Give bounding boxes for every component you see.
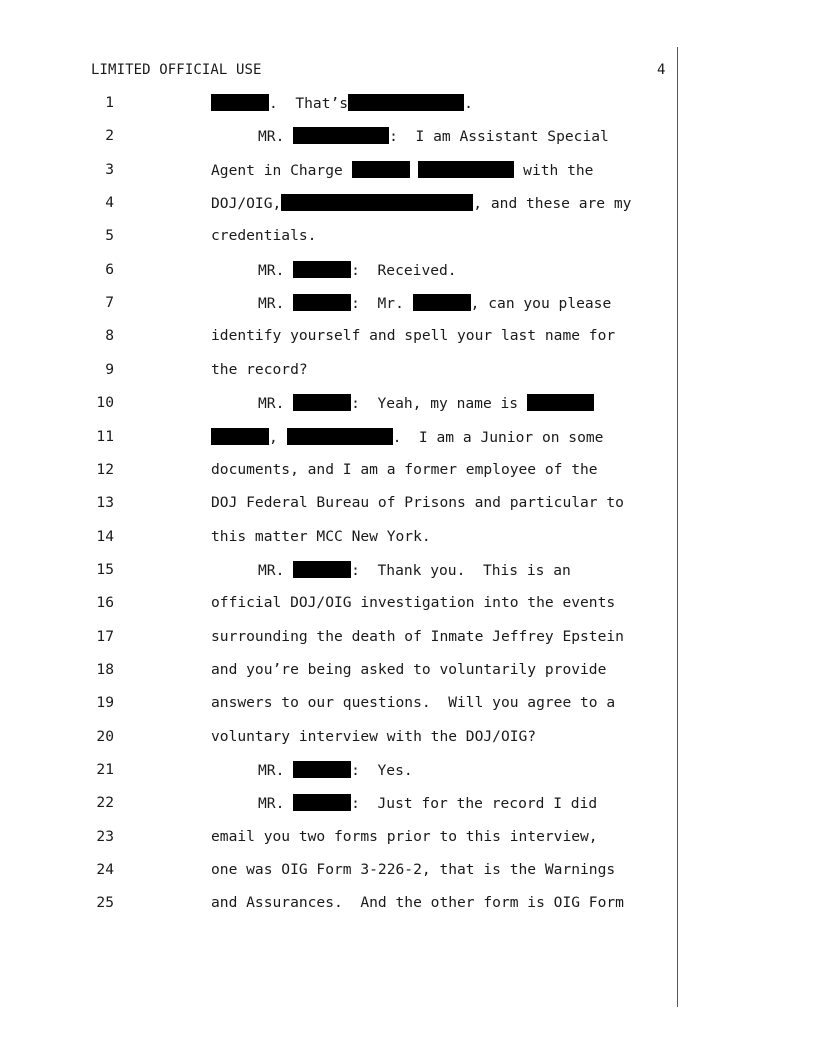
line-text: [211, 194, 631, 212]
text-segment: : Mr.: [351, 295, 413, 313]
line-text: [211, 661, 606, 678]
text-segment: MR.: [258, 295, 294, 313]
transcript-line: [0, 127, 816, 147]
line-number: 16: [96, 594, 114, 612]
line-text: [211, 227, 316, 244]
transcript-line: [0, 428, 816, 448]
text-segment: ,: [269, 428, 287, 446]
text-segment: [410, 162, 419, 179]
transcript-line: [0, 261, 816, 281]
line-number: 1: [105, 94, 114, 111]
line-text: [211, 894, 624, 911]
line-text: [211, 461, 598, 478]
line-number: 12: [96, 460, 114, 478]
text-segment: : Thank you. This is an: [351, 561, 571, 579]
transcript-line: [0, 194, 816, 214]
line-text: [211, 327, 615, 344]
redaction-box: [211, 94, 269, 111]
line-number: 8: [105, 327, 114, 345]
redaction-box: [348, 94, 464, 111]
text-segment: identify yourself and spell your last name for: [211, 327, 616, 345]
line-text: [211, 94, 473, 112]
line-text: [211, 428, 603, 446]
line-text: [211, 728, 536, 745]
line-number: 22: [96, 794, 114, 812]
line-number: 14: [96, 527, 114, 545]
line-number: 25: [96, 894, 114, 912]
line-text: [211, 528, 431, 545]
text-segment: MR.: [258, 261, 294, 279]
redaction-box: [352, 161, 410, 178]
line-number: 18: [96, 660, 114, 678]
redaction-box: [281, 194, 473, 211]
text-segment: .: [464, 95, 473, 112]
page-number: 4: [657, 62, 666, 78]
transcript-line: [0, 461, 816, 481]
line-number: 20: [96, 727, 114, 745]
transcript-line: [0, 894, 816, 914]
line-text: [258, 394, 594, 412]
text-segment: official DOJ/OIG investigation into the events: [211, 594, 616, 612]
redaction-box: [413, 294, 471, 311]
line-text: [258, 761, 413, 779]
redaction-box: [293, 761, 351, 778]
line-text: [211, 628, 624, 645]
text-segment: answers to our questions. Will you agree to a: [211, 694, 616, 712]
transcript-line: [0, 161, 816, 181]
line-text: [211, 694, 615, 711]
transcript-line: [0, 661, 816, 681]
transcript-line: [0, 361, 816, 381]
transcript-line: [0, 294, 816, 314]
redaction-box: [287, 428, 393, 445]
transcript-line: [0, 761, 816, 781]
redaction-box: [293, 561, 351, 578]
transcript-line: [0, 861, 816, 881]
redaction-box: [211, 428, 269, 445]
transcript-line: [0, 528, 816, 548]
transcript-line: [0, 227, 816, 247]
text-segment: Agent in Charge: [211, 161, 352, 179]
text-segment: credentials.: [211, 227, 317, 245]
text-segment: : I am Assistant Special: [389, 128, 609, 146]
line-number: 23: [96, 827, 114, 845]
line-text: [211, 361, 308, 378]
text-segment: surrounding the death of Inmate Jeffrey Epstein: [211, 627, 624, 645]
text-segment: : Received.: [351, 261, 457, 279]
transcript-line: [0, 394, 816, 414]
text-segment: MR.: [258, 795, 294, 813]
text-segment: documents, and I am a former employee of the: [211, 460, 598, 478]
text-segment: one was OIG Form 3-226-2, that is the Warnings: [211, 861, 616, 879]
text-segment: : Just for the record I did: [351, 795, 598, 813]
redaction-box: [293, 261, 351, 278]
line-number: 15: [96, 560, 114, 578]
line-number: 19: [96, 694, 114, 712]
transcript-line: [0, 561, 816, 581]
text-segment: : Yeah, my name is: [351, 395, 527, 413]
text-segment: email you two forms prior to this interview,: [211, 827, 598, 845]
line-text: [258, 127, 609, 145]
transcript-line: [0, 628, 816, 648]
line-text: [211, 828, 598, 845]
transcript-line: [0, 94, 816, 114]
line-number: 3: [105, 160, 114, 178]
text-segment: MR.: [258, 561, 294, 579]
text-segment: . I am a Junior on some: [392, 428, 604, 446]
line-number: 13: [96, 494, 114, 512]
line-text: [211, 494, 624, 511]
line-number: 6: [105, 260, 114, 278]
line-number: 7: [105, 294, 114, 312]
text-segment: MR.: [258, 395, 294, 413]
text-segment: voluntary interview with the DOJ/OIG?: [211, 727, 537, 745]
text-segment: : Yes.: [351, 762, 413, 779]
text-segment: this matter MCC New York.: [211, 527, 431, 545]
text-segment: MR.: [258, 128, 294, 146]
text-segment: , can you please: [470, 295, 612, 313]
line-text: [211, 594, 615, 611]
line-number: 5: [105, 227, 114, 245]
redaction-box: [293, 127, 389, 144]
redaction-box: [293, 394, 351, 411]
transcript-line: [0, 694, 816, 714]
text-segment: DOJ Federal Bureau of Prisons and particular to: [211, 494, 624, 512]
line-text: [258, 261, 457, 279]
transcript-line: [0, 794, 816, 814]
text-segment: with the: [514, 161, 594, 179]
line-number: 21: [96, 761, 114, 778]
line-text: [211, 861, 615, 878]
line-number: 17: [96, 627, 114, 645]
redaction-box: [527, 394, 594, 411]
line-number: 11: [96, 427, 114, 445]
text-segment: . That’s: [269, 95, 349, 112]
text-segment: and you’re being asked to voluntarily provide: [211, 660, 607, 678]
text-segment: DOJ/OIG,: [211, 195, 282, 213]
transcript-line: [0, 828, 816, 848]
line-number: 4: [105, 194, 114, 212]
classification-header: LIMITED OFFICIAL USE: [91, 62, 262, 78]
transcript-line: [0, 494, 816, 514]
line-number: 24: [96, 861, 114, 879]
line-text: [211, 161, 593, 179]
text-segment: the record?: [211, 360, 308, 378]
transcript-line: [0, 728, 816, 748]
line-text: [258, 561, 571, 579]
transcript-line: [0, 327, 816, 347]
text-segment: and Assurances. And the other form is OIG Form: [211, 894, 624, 912]
redaction-box: [293, 294, 351, 311]
redaction-box: [293, 794, 351, 811]
text-segment: MR.: [258, 762, 294, 779]
redaction-box: [418, 161, 514, 178]
line-text: [258, 294, 611, 312]
line-text: [258, 794, 597, 812]
text-segment: , and these are my: [473, 195, 632, 213]
line-number: 2: [105, 127, 114, 145]
transcript-line: [0, 594, 816, 614]
line-number: 9: [105, 360, 114, 378]
line-number: 10: [96, 394, 114, 412]
